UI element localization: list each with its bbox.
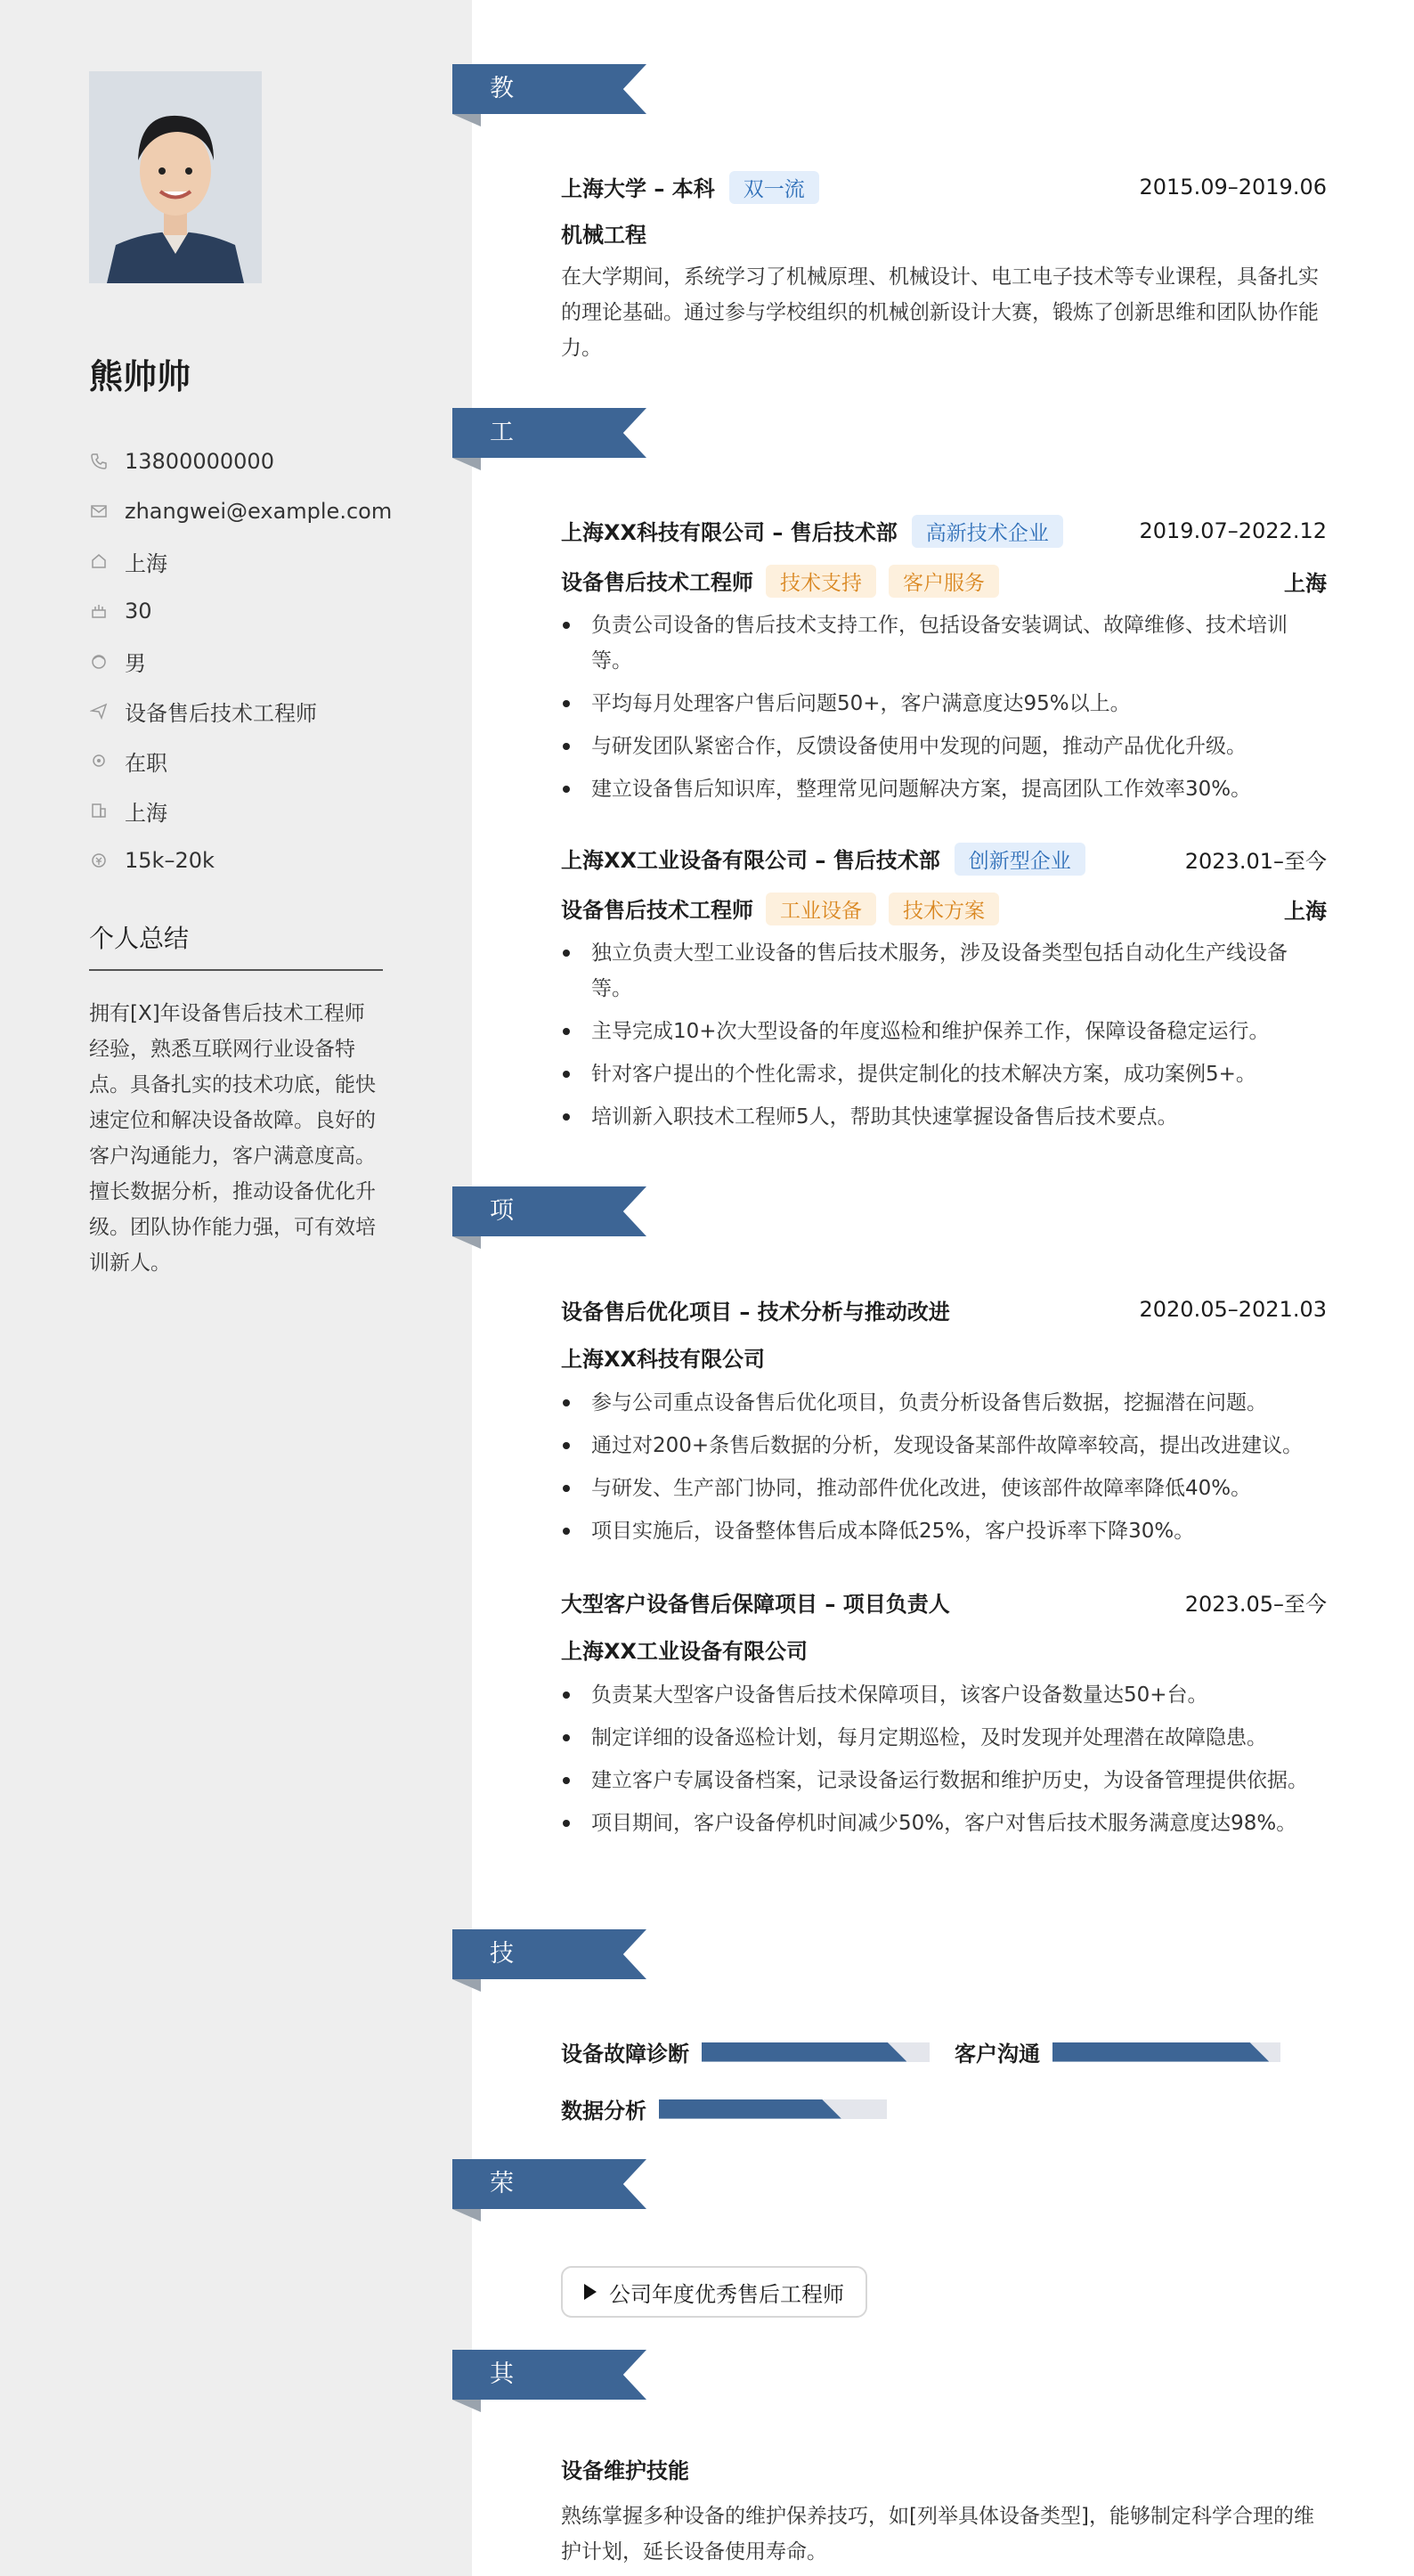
- project-name: 大型客户设备售后保障项目 – 项目负责人: [561, 1591, 950, 1617]
- info-phone-value: 13800000000: [125, 449, 274, 474]
- job-city: 上海: [1284, 570, 1327, 596]
- skill-item: [561, 2093, 887, 2124]
- education-date: 2015.09–2019.06: [1139, 175, 1327, 200]
- list-item: 与研发团队紧密合作，反馈设备使用中发现的问题，推动产品优化升级。: [561, 729, 1327, 764]
- other-entry: [561, 2453, 1327, 2570]
- project-entry: [561, 1292, 1327, 1556]
- project-date: 2023.05–至今: [1184, 1591, 1327, 1617]
- other-heading: 设备维护技能: [561, 2458, 689, 2483]
- section-title: 其他信息: [490, 2360, 514, 2538]
- list-item: 项目实施后，设备整体售后成本降低25%，客户投诉率下降30%。: [561, 1513, 1327, 1549]
- section-title: 技能专长: [490, 1940, 514, 2117]
- info-phone: [89, 436, 410, 486]
- education-entry: [561, 169, 1327, 366]
- project-entry: [561, 1584, 1327, 1848]
- company-name: 上海XX科技有限公司 – 售后技术部: [561, 519, 898, 545]
- major: 机械工程: [561, 223, 646, 248]
- skill-name: 客户沟通: [955, 2042, 1040, 2067]
- gender-icon: [89, 651, 109, 671]
- list-item: 平均每月处理客户售后问题50+，客户满意度达95%以上。: [561, 686, 1327, 721]
- project-date: 2020.05–2021.03: [1139, 1297, 1327, 1322]
- school-tag: 双一流: [729, 171, 819, 204]
- job-city: 上海: [1284, 898, 1327, 924]
- skill-name: 数据分析: [561, 2099, 646, 2124]
- section-title: 教育经历: [490, 75, 514, 252]
- info-home-value: 上海: [125, 550, 167, 576]
- summary-divider: [89, 969, 383, 971]
- skill-item: [955, 2036, 1280, 2067]
- project-name: 设备售后优化项目 – 技术分析与推动改进: [561, 1299, 950, 1325]
- job-tag: 技术支持: [766, 565, 876, 598]
- list-item: 主导完成10+次大型设备的年度巡检和维护保养工作，保障设备稳定运行。: [561, 1014, 1327, 1049]
- list-item: 通过对200+条售后数据的分析，发现设备某部件故障率较高，提出改进建议。: [561, 1428, 1327, 1463]
- company-tag: 高新技术企业: [912, 515, 1063, 548]
- project-bullets: [561, 1385, 1327, 1549]
- education-description: 在大学期间，系统学习了机械原理、机械设计、电工电子技术等专业课程，具备扎实的理论基础。通过参与学校组织的机械创新设计大赛，锻炼了创新思维和团队协作能力。: [561, 265, 1319, 360]
- project-bullets: [561, 1677, 1327, 1841]
- contact-info-list: [89, 436, 410, 885]
- job-role: 设备售后技术工程师: [561, 569, 753, 595]
- list-item: 针对客户提出的个性化需求，提供定制化的技术解决方案，成功案例5+。: [561, 1056, 1327, 1092]
- info-age: [89, 586, 410, 636]
- skill-bar: [702, 2042, 930, 2062]
- info-status: [89, 736, 410, 786]
- list-item: 建立设备售后知识库，整理常见问题解决方案，提高团队工作效率30%。: [561, 771, 1327, 807]
- job-tag: 客户服务: [889, 565, 999, 598]
- list-item: 建立客户专属设备档案，记录设备运行数据和维护历史，为设备管理提供依据。: [561, 1763, 1327, 1798]
- school-name: 上海大学 – 本科: [561, 175, 715, 201]
- info-gender: [89, 636, 410, 686]
- award-item: [561, 2266, 867, 2318]
- other-description: 熟练掌握多种设备的维护保养技巧，如[列举具体设备类型]，能够制定科学合理的维护计划，延长设备使用寿命。: [561, 2505, 1314, 2564]
- status-icon: [89, 751, 109, 770]
- building-icon: [89, 801, 109, 820]
- info-city-value: 上海: [125, 800, 167, 826]
- award-label: 公司年度优秀售后工程师: [609, 2281, 844, 2307]
- sidebar: [0, 0, 472, 2576]
- info-email: [89, 486, 410, 536]
- home-icon: [89, 551, 109, 571]
- list-item: 负责某大型客户设备售后技术保障项目，该客户设备数量达50+台。: [561, 1677, 1327, 1713]
- send-icon: [89, 701, 109, 721]
- info-position-value: 设备售后技术工程师: [125, 700, 317, 726]
- summary-title: 个人总结: [89, 924, 190, 953]
- summary-text: 拥有[X]年设备售后技术工程师经验，熟悉互联网行业设备特点。具备扎实的技术功底，能快速定位和解决设备故障。良好的客户沟通能力，客户满意度高。擅长数据分析，推动设备优化升级。团队协作能力强，可有效培训新人。: [89, 1002, 376, 1275]
- section-title: 项目经历: [490, 1197, 514, 1374]
- company-name: 上海XX工业设备有限公司 – 售后技术部: [561, 847, 940, 873]
- job-tag: 技术方案: [889, 893, 999, 925]
- project-company: 上海XX工业设备有限公司: [561, 1639, 809, 1664]
- list-item: 参与公司重点设备售后优化项目，负责分析设备售后数据，挖掘潜在问题。: [561, 1385, 1327, 1421]
- info-position: [89, 686, 410, 736]
- list-item: 制定详细的设备巡检计划，每月定期巡检，及时发现并处理潜在故障隐患。: [561, 1720, 1327, 1756]
- list-item: 培训新入职技术工程师5人，帮助其快速掌握设备售后技术要点。: [561, 1099, 1327, 1135]
- list-item: 与研发、生产部门协同，推动部件优化改进，使该部件故障率降低40%。: [561, 1471, 1327, 1506]
- section-title: 荣誉奖项: [490, 2170, 514, 2347]
- skill-bar: [1052, 2042, 1280, 2062]
- skill-name: 设备故障诊断: [561, 2042, 689, 2067]
- job-date: 2019.07–2022.12: [1139, 518, 1327, 543]
- work-entry: [561, 841, 1327, 1142]
- job-date: 2023.01–至今: [1184, 848, 1327, 874]
- job-bullets: [561, 607, 1327, 807]
- section-title: 工作经历: [490, 419, 514, 596]
- info-status-value: 在职: [125, 750, 167, 776]
- work-entry: [561, 513, 1327, 814]
- info-home: [89, 536, 410, 586]
- info-salary: [89, 836, 410, 885]
- list-item: 独立负责大型工业设备的售后技术服务，涉及设备类型包括自动化生产线设备等。: [561, 935, 1327, 1007]
- info-email-value: zhangwei@example.com: [125, 499, 393, 524]
- profile-name: 熊帅帅: [89, 357, 191, 396]
- list-item: 项目期间，客户设备停机时间减少50%，客户对售后技术服务满意度达98%。: [561, 1806, 1327, 1841]
- info-age-value: 30: [125, 599, 152, 624]
- company-tag: 创新型企业: [955, 843, 1085, 876]
- cake-icon: [89, 601, 109, 621]
- info-city: [89, 786, 410, 836]
- play-icon: [584, 2284, 597, 2300]
- job-tag: 工业设备: [766, 893, 876, 925]
- project-company: 上海XX科技有限公司: [561, 1347, 766, 1372]
- info-gender-value: 男: [125, 650, 146, 676]
- skill-item: [561, 2036, 930, 2067]
- mail-icon: [89, 501, 109, 521]
- salary-icon: [89, 851, 109, 870]
- job-bullets: [561, 935, 1327, 1135]
- phone-icon: [89, 452, 109, 471]
- info-salary-value: 15k–20k: [125, 848, 215, 873]
- job-role: 设备售后技术工程师: [561, 897, 753, 923]
- skill-bar: [659, 2099, 887, 2119]
- list-item: 负责公司设备的售后技术支持工作，包括设备安装调试、故障维修、技术培训等。: [561, 607, 1327, 679]
- profile-photo: [89, 71, 262, 283]
